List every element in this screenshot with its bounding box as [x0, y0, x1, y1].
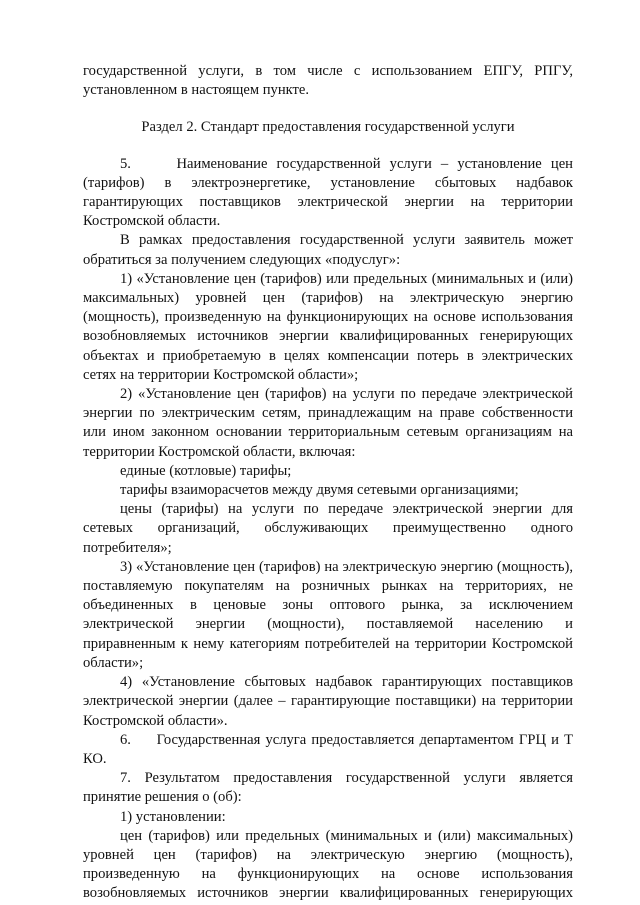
result-item-1: 1) установлении:	[120, 808, 226, 825]
paragraph-7: 7. Результатом предоставления государственной услуги является принятие решения о (об):	[83, 770, 573, 806]
subservice-3: 3) «Установление цен (тарифов) на электрическую энергию (мощность), поставляемую покупателям на розничных рынках на территориях, не объединенных в ценовые зоны оптового рынка, за исключением электрической энергии (мощности), поставляемой населению и приравненным к нему категориям потребителей на территории Костромской области»;	[83, 558, 573, 671]
paragraph-5: 5. Наименование государственной услуги – установление цен (тарифов) в электроэнергетике, установление сбытовых надбавок гарантирующих поставщиков электрической энергии на территории Костромской области.	[83, 155, 573, 230]
subservice-2-item-mutual: тарифы взаиморасчетов между двумя сетевыми организациями;	[120, 482, 519, 499]
paragraph-6: 6. Государственная услуга предоставляется департаментом ГРЦ и Т КО.	[83, 731, 573, 767]
document-body	[83, 62, 573, 904]
subservice-2-item-unified: единые (котловые) тарифы;	[120, 462, 292, 479]
subservice-1: 1) «Установление цен (тарифов) или предельных (минимальных и (или) максимальных) уровней цен (тарифов) на электрическую энергию (мощность), произведенную на функционирующих на основе использования возобновляемых источников энергии квалифицированных генерирующих объектах и приобретаемую в целях компенсации потерь в электрических сетях на территории Костромской области»;	[83, 270, 573, 383]
paragraph-subservices-intro: В рамках предоставления государственной услуги заявитель может обратиться за получением следующих «подуслуг»:	[83, 232, 573, 268]
result-item-1-text: цен (тарифов) или предельных (минимальных и (или) максимальных) уровней цен (тарифов) на электрическую энергию (мощность), произведенную на функционирующих на основе использования возобновляемых источников энергии квалифицированных генерирующих	[83, 827, 573, 902]
section-heading: Раздел 2. Стандарт предоставления государственной услуги	[141, 119, 515, 136]
intro-paragraph: государственной услуги, в том числе с использованием ЕПГУ, РПГУ, установленном в настоящем пункте.	[83, 63, 573, 99]
subservice-2: 2) «Установление цен (тарифов) на услуги по передаче электрической энергии по электрическим сетям, принадлежащим на праве собственности или ином законном основании территориальным сетевым организациям на территории Костромской области, включая:	[83, 386, 573, 460]
subservice-4: 4) «Установление сбытовых надбавок гарантирующих поставщиков электрической энергии (далее – гарантирующие поставщики) на территории Костромской области».	[83, 674, 573, 729]
subservice-2-item-single-consumer: цены (тарифы) на услуги по передаче электрической энергии для сетевых организаций, обслуживающих преимущественно одного потребителя»;	[83, 501, 573, 556]
